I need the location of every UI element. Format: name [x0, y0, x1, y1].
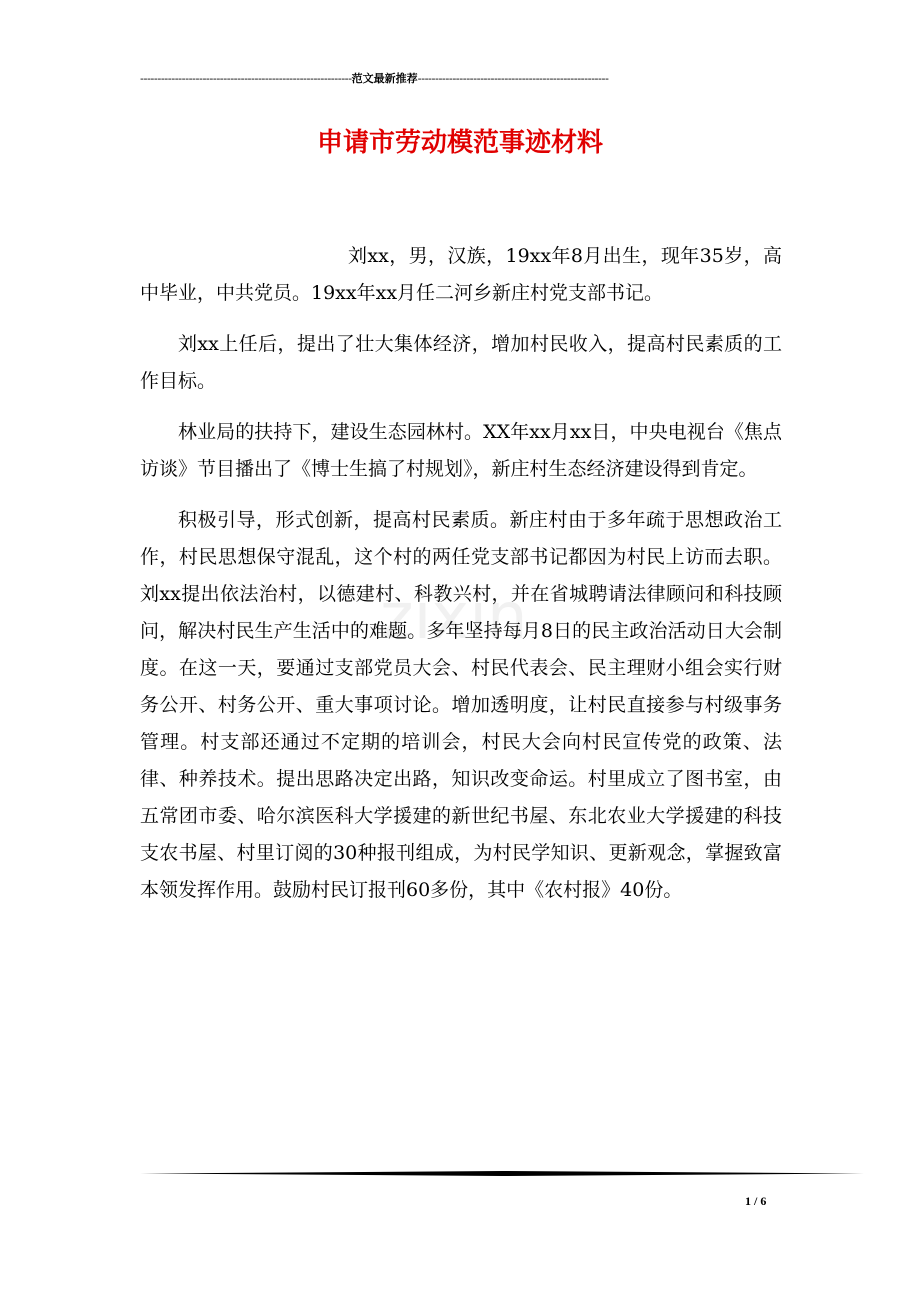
paragraph-2: 刘xx上任后，提出了壮大集体经济，增加村民收入，提高村民素质的工作目标。 [140, 333, 782, 392]
header-text: 范文最新推荐 [351, 72, 418, 85]
paragraph-3: 林业局的扶持下，建设生态园林村。XX年xx月xx日，中央电视台《焦点访谈》节目播出了《博士生搞了村规划》，新庄村生态经济建设得到肯定。 [140, 421, 782, 480]
paragraph-4: 积极引导，形式创新，提高村民素质。新庄村由于多年疏于思想政治工作，村民思想保守混乱，这个村的两任党支部书记都因为村民上访而去职。刘xx提出依法治村，以德建村、科教兴村，并在省城聘请法律顾问和科技顾问，解决村民生产生活中的难题。多年坚持每月8日的民主政治活动日大会制度。在这一天，要通过支部党员大会、村民代表会、民主理财小组会实行财务公开、村务公开、重大事项讨论。增加透明度，让村民直接参与村级事务管理。村支部还通过不定期的培训会，村民大会向村民宣传党的政策、法律、种养技术。提出思路决定出路，知识改变命运。村里成立了图书室，由五常团市委、哈尔滨医科大学援建的新世纪书屋、东北农业大学援建的科技支农书屋、村里订阅的30种报刊组成，为村民学知识、更新观念，掌握致富本领发挥作用。鼓励村民订报刊60多份，其中《农村报》40份。 [140, 509, 782, 901]
header-dashes-left: ------------------------------------------------------------- [140, 72, 352, 85]
page-number: 1 / 6 [745, 1194, 767, 1208]
footer-rule [140, 1171, 864, 1176]
header-banner [140, 70, 780, 86]
paragraph-1: 刘xx，男，汉族，19xx年8月出生，现年35岁，高中毕业，中共党员。19xx年xx月任二河乡新庄村党支部书记。 [140, 245, 782, 304]
document-title: 申请市劳动模范事迹材料 [316, 128, 603, 158]
header-dashes-right: ------------------------------------------------------- [417, 72, 609, 85]
document-body [140, 238, 782, 923]
watermark: zixin [380, 580, 528, 654]
